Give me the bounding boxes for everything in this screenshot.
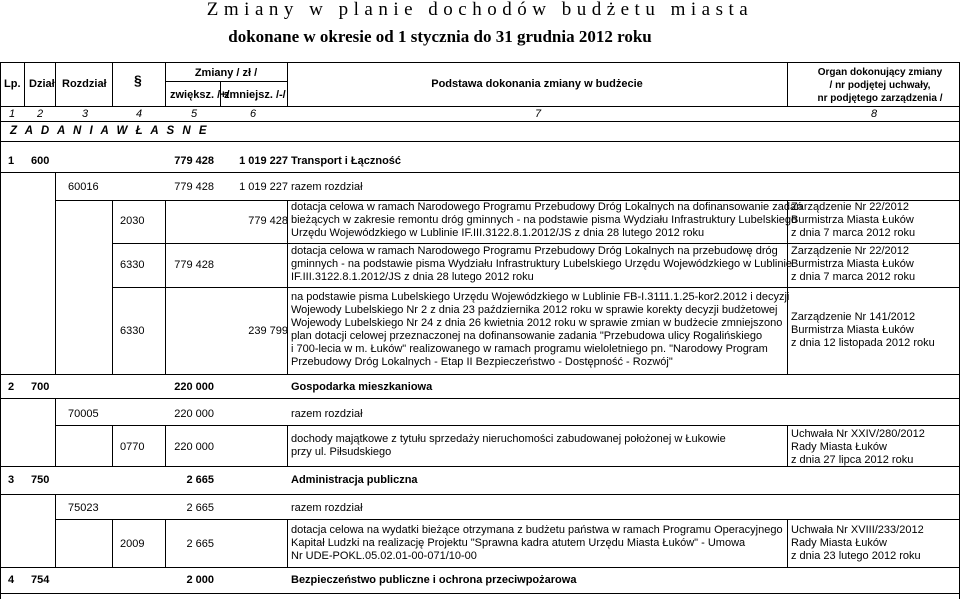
p6330a-organ-2: Burmistrza Miasta Łuków	[791, 258, 914, 270]
col-number-5: 5	[191, 108, 198, 120]
indent-line	[112, 425, 113, 466]
row-line	[55, 425, 960, 426]
col-number-8: 8	[871, 108, 878, 120]
header-paragraph-icon: §	[134, 72, 142, 88]
page-subtitle: dokonane w okresie od 1 stycznia do 31 grudnia 2012 roku	[228, 27, 652, 46]
r60016-name: razem rozdział	[291, 181, 363, 193]
p2009-organ-1: Uchwała Nr XVIII/233/2012	[791, 524, 924, 536]
col-line	[287, 425, 288, 466]
indent-line	[112, 519, 113, 567]
header-organ-2: / nr podjętej uchwały,	[829, 80, 931, 91]
p2009-text-3: Nr UDE-POKL.05.02.01-00-071/10-00	[291, 550, 477, 562]
header-zwieksz: zwiększ. /+/	[170, 89, 230, 101]
p6330b-text-5: i 700-lecia w m. Łuków" realizowanego w ramach programu wieloletniego pn. "Narodowy Program	[291, 343, 768, 355]
r75023-rozdzial: 75023	[68, 502, 99, 514]
col-number-2: 2	[37, 108, 44, 120]
p2030-organ-2: Burmistrza Miasta Łuków	[791, 214, 914, 226]
col-line	[787, 425, 788, 466]
p6330a-zwieksz: 779 428	[174, 259, 214, 271]
d750-lp: 3	[8, 474, 15, 486]
p0770-text-1: dochody majątkowe z tytułu sprzedaży nieruchomości zabudowanej położonej w Łukowie	[291, 433, 726, 445]
zmiany-divider-line	[165, 81, 287, 82]
header-dzial: Dział	[29, 78, 55, 90]
row-line	[55, 519, 960, 520]
p2030-organ-1: Zarządzenie Nr 22/2012	[791, 201, 910, 213]
p6330b-text-2: Wojewody Lubelskiego Nr 2 z dnia 23 października 2012 roku w sprawie korekty decyzji budżetowej	[291, 304, 778, 316]
header-organ-1: Organ dokonujący zmiany	[817, 67, 943, 78]
row-line	[0, 494, 960, 495]
row-line	[0, 466, 960, 467]
p2009-par: 2009	[120, 538, 145, 550]
header-bottom-line	[0, 121, 960, 122]
row-line	[0, 567, 960, 568]
p6330a-organ-3: z dnia 7 marca 2012 roku	[791, 271, 916, 283]
col-number-1: 1	[9, 108, 16, 120]
header-mid-line	[0, 106, 960, 107]
r70005-name: razem rozdział	[291, 408, 363, 420]
d600-name: Transport i Łączność	[291, 155, 402, 167]
header-zmiany: Zmiany / zł /	[194, 67, 258, 79]
p2009-text-1: dotacja celowa na wydatki bieżące otrzymana z budżetu państwa w ramach Programu Operacyjnego	[291, 524, 783, 536]
p0770-organ-2: Rady Miasta Łuków	[791, 441, 887, 453]
indent-line	[55, 398, 56, 466]
section-label: Z A D A N I A W Ł A S N E	[10, 125, 210, 137]
p2009-zwieksz: 2 665	[186, 538, 214, 550]
d700-name: Gospodarka mieszkaniowa	[291, 381, 433, 393]
d754-zwieksz: 2 000	[186, 574, 214, 586]
p6330b-text-3: Wojewody Lubelskiego Nr 24 z dnia 26 kwietnia 2012 roku w sprawie zmian w budżecie zmniejszono	[291, 317, 783, 329]
page-title: Zmiany w planie dochodów budżetu miasta	[206, 0, 754, 20]
header-podstawa: Podstawa dokonania zmiany w budżecie	[431, 78, 643, 90]
p6330a-par: 6330	[120, 259, 145, 271]
d754-dzial: 754	[31, 574, 50, 586]
col-number-7: 7	[535, 108, 542, 120]
d600-lp: 1	[8, 155, 15, 167]
r60016-zmniejsz: 1 019 227	[239, 181, 288, 193]
d750-name: Administracja publiczna	[291, 474, 418, 486]
p6330b-zmniejsz: 239 799	[248, 325, 288, 337]
d700-lp: 2	[8, 381, 15, 393]
p2030-text-1: dotacja celowa w ramach Narodowego Programu Przebudowy Dróg Lokalnych na dofinansowanie zadań	[291, 201, 803, 213]
col-line-rozdzial	[112, 62, 113, 106]
col-line	[287, 519, 288, 567]
d600-zwieksz: 779 428	[174, 155, 214, 167]
p0770-organ-3: z dnia 27 lipca 2012 roku	[791, 454, 914, 466]
p2030-par: 2030	[120, 215, 145, 227]
d754-lp: 4	[8, 574, 15, 586]
p2030-text-3: Urzędu Wojewódzkiego w Lublinie IF.III.3122.8.1.2012/JS z dnia 28 lutego 2012 roku	[291, 227, 705, 239]
col-line-lp	[24, 62, 25, 106]
col-line-dzial	[55, 62, 56, 106]
col-number-4: 4	[136, 108, 143, 120]
p2030-organ-3: z dnia 7 marca 2012 roku	[791, 227, 916, 239]
header-lp: Lp.	[4, 78, 21, 90]
p6330b-par: 6330	[120, 325, 145, 337]
p6330b-organ-1: Zarządzenie Nr 141/2012	[791, 311, 916, 323]
header-rozdzial: Rozdział	[62, 78, 107, 90]
p0770-organ-1: Uchwała Nr XXIV/280/2012	[791, 428, 925, 440]
r75023-name: razem rozdział	[291, 502, 363, 514]
r70005-rozdzial: 70005	[68, 408, 99, 420]
indent-line	[55, 494, 56, 567]
d700-dzial: 700	[31, 381, 50, 393]
d600-dzial: 600	[31, 155, 50, 167]
d600-zmniejsz: 1 019 227	[239, 155, 288, 167]
p6330b-text-1: na podstawie pisma Lubelskiego Urzędu Wojewódzkiego w Lublinie FB-I.3111.1.25-kor2.2012 i decyzji	[291, 291, 790, 303]
col-number-3: 3	[82, 108, 89, 120]
header-zmniejsz: zmniejsz. /-/	[224, 89, 286, 101]
p6330b-organ-2: Burmistrza Miasta Łuków	[791, 324, 914, 336]
p0770-par: 0770	[120, 441, 145, 453]
p2030-text-2: bieżących w zakresie remontu dróg gminnych - na podstawie pisma Wydziału Infrastruktury Lubelskiego	[291, 214, 798, 226]
p0770-zwieksz: 220 000	[174, 441, 214, 453]
p2009-organ-3: z dnia 23 lutego 2012 roku	[791, 550, 921, 562]
p6330b-text-4: plan dotacji celowej przeznaczonej na dofinansowanie zadania "Przebudowa ulicy Rogalińskiego	[291, 330, 763, 342]
row-line	[112, 243, 960, 244]
left-border	[0, 62, 1, 599]
row-line	[0, 398, 960, 399]
p6330a-text-3: IF.III.3122.8.1.2012/JS z dnia 28 lutego 2012 roku	[291, 271, 534, 283]
col-number-6: 6	[250, 108, 257, 120]
p0770-text-2: przy ul. Piłsudskiego	[291, 446, 392, 458]
indent-line	[55, 172, 56, 374]
col-line	[787, 519, 788, 567]
header-organ-3: nr podjętego zarządzenia /	[817, 93, 943, 104]
d700-zwieksz: 220 000	[174, 381, 214, 393]
p2030-zmniejsz: 779 428	[248, 215, 288, 227]
d754-name: Bezpieczeństwo publiczne i ochrona przeciwpożarowa	[291, 574, 577, 586]
header-top-line	[0, 62, 960, 63]
col-line-podstawa	[787, 62, 788, 106]
d750-dzial: 750	[31, 474, 50, 486]
p6330b-organ-3: z dnia 12 listopada 2012 roku	[791, 337, 935, 349]
p6330a-text-2: gminnych - na podstawie pisma Wydziału Infrastruktury Lubelskiego Urzędu Wojewódzkiego w Lublinie	[291, 258, 793, 270]
row-line	[112, 287, 960, 288]
p2009-organ-2: Rady Miasta Łuków	[791, 537, 887, 549]
r70005-zwieksz: 220 000	[174, 408, 214, 420]
row-line	[0, 374, 960, 375]
p6330a-organ-1: Zarządzenie Nr 22/2012	[791, 245, 910, 257]
r60016-zwieksz: 779 428	[174, 181, 214, 193]
r75023-zwieksz: 2 665	[186, 502, 214, 514]
section-bottom-line	[0, 141, 960, 142]
d750-zwieksz: 2 665	[186, 474, 214, 486]
p2009-text-2: Kapitał Ludzki na realizację Projektu "Sprawna kadra atutem Urzędu Miasta Łuków" - Umowa	[291, 537, 746, 549]
p6330a-text-1: dotacja celowa w ramach Narodowego Programu Przebudowy Dróg Lokalnych na przebudowę dróg	[291, 245, 778, 257]
row-line	[0, 172, 960, 173]
p6330b-text-6: Przebudowy Dróg Lokalnych - Etap II Bezpieczeństwo - Dostępność - Rozwój"	[291, 356, 673, 368]
r60016-rozdzial: 60016	[68, 181, 99, 193]
row-line	[0, 593, 960, 594]
